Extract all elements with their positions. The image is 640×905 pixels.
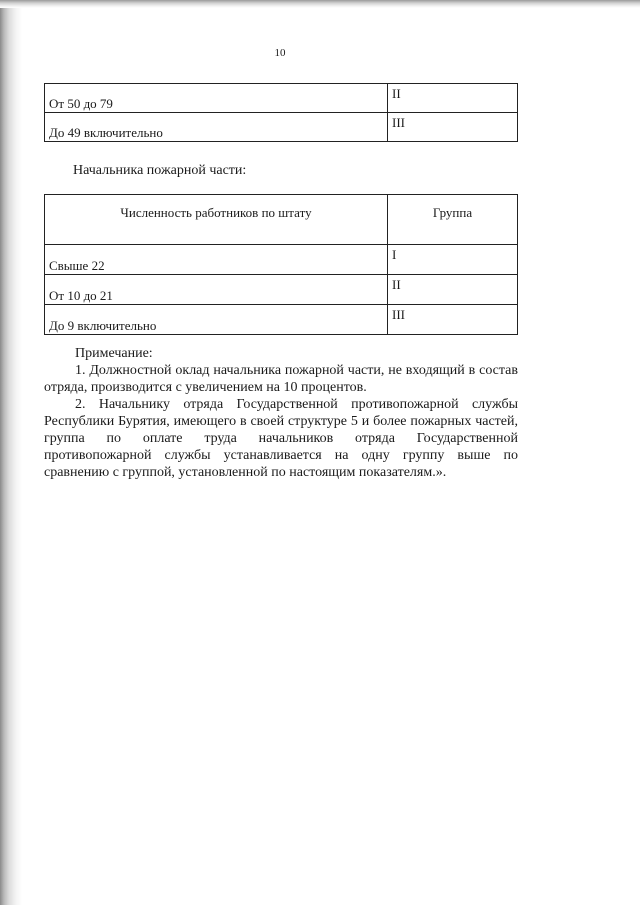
staff-count-cell: От 50 до 79 [45,84,388,113]
table-row [45,305,518,335]
staff-count-cell: Свыше 22 [45,245,388,275]
notes-heading: Примечание: [75,346,153,361]
table-header-row [45,195,518,245]
section-caption: Начальника пожарной части: [73,163,247,178]
table-row [45,275,518,305]
scan-shadow-left [0,0,22,905]
scan-shadow-top [0,0,640,8]
table-row [45,245,518,275]
staff-count-cell: До 49 включительно [45,113,388,142]
note-item: 2. Начальнику отряда Государственной противопожарной службы Республики Бурятия, имеющего в своей структуре 5 и более пожарных частей, группа по оплате труда начальников отряда Государственной противопожарной службы устанавливается на одну группу выше по сравнению с группой, установленной по настоящим показателям.». [44,397,518,480]
group-cell: III [388,305,518,335]
header-group: Группа [388,195,518,245]
group-cell: I [388,245,518,275]
table-row [45,113,518,142]
group-cell: III [388,113,518,142]
page-number: 10 [274,47,286,59]
table-row [45,84,518,113]
group-cell: II [388,84,518,113]
staff-count-cell: До 9 включительно [45,305,388,335]
group-cell: II [388,275,518,305]
chief-group-table [44,194,518,335]
note-item: 1. Должностной оклад начальника пожарной части, не входящий в состав отряда, производится с увеличением на 10 процентов. [44,363,518,395]
notes-section [44,345,518,481]
group-table-continued [44,83,518,142]
staff-count-cell: От 10 до 21 [45,275,388,305]
header-staff-count: Численность работников по штату [45,195,388,245]
